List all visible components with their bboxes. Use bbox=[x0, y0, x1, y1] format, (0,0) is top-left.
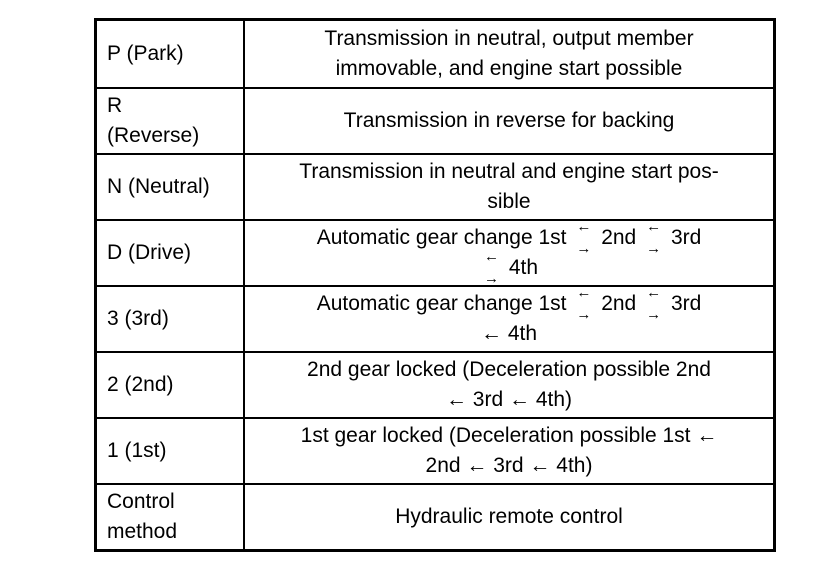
mode-cell: N (Neutral) bbox=[96, 154, 245, 220]
table-row bbox=[96, 352, 775, 418]
description-line: 2nd ← 3rd ← 4th) bbox=[425, 454, 593, 478]
description-prefix: Automatic gear change 1st bbox=[316, 225, 567, 249]
description-prefix: Automatic gear change 1st bbox=[316, 292, 567, 315]
gear-label: 4th bbox=[508, 255, 539, 279]
mode-cell: 3 (3rd) bbox=[96, 286, 245, 352]
bidirectional-shift-arrows-icon: ← → bbox=[576, 218, 592, 258]
description-line: immovable, and engine start possible bbox=[335, 56, 683, 80]
table-row bbox=[96, 220, 775, 286]
description-cell bbox=[244, 352, 775, 418]
table-row bbox=[96, 154, 775, 220]
table-row bbox=[96, 418, 775, 484]
mode-cell: P (Park) bbox=[96, 20, 245, 88]
table-row bbox=[96, 286, 775, 352]
table-row bbox=[96, 88, 775, 154]
mode-cell: D (Drive) bbox=[96, 220, 245, 286]
description-line: Transmission in neutral and engine start pos- bbox=[299, 159, 719, 183]
mode-line: Control bbox=[107, 490, 175, 514]
mode-cell: 1 (1st) bbox=[96, 418, 245, 484]
table-row bbox=[96, 484, 775, 550]
mode-cell: 2 (2nd) bbox=[96, 352, 245, 418]
mode-cell bbox=[96, 484, 245, 550]
gear-label: 2nd bbox=[601, 292, 637, 315]
mode-cell bbox=[96, 88, 245, 154]
mode-line: method bbox=[107, 520, 178, 544]
mode-line: R bbox=[107, 93, 123, 117]
bidirectional-shift-arrows-icon: ← → bbox=[483, 248, 499, 288]
gear-label: 3rd bbox=[670, 292, 702, 315]
description-cell: Transmission in reverse for backing bbox=[244, 88, 775, 154]
description-cell bbox=[244, 418, 775, 484]
description-cell bbox=[244, 220, 775, 286]
shift-positions-table bbox=[94, 18, 776, 552]
description-cell: Hydraulic remote control bbox=[244, 484, 775, 550]
bidirectional-shift-arrows-icon: ← → bbox=[646, 218, 662, 258]
description-line: Transmission in neutral, output member bbox=[324, 26, 694, 50]
description-line: 1st gear locked (Deceleration possible 1st ← bbox=[300, 424, 718, 448]
description-line: 2nd gear locked (Deceleration possible 2nd bbox=[307, 358, 711, 382]
bidirectional-shift-arrows-icon: ← → bbox=[576, 284, 592, 324]
description-cell bbox=[244, 154, 775, 220]
description-line: ← 3rd ← 4th) bbox=[445, 388, 573, 412]
bidirectional-shift-arrows-icon: ← → bbox=[646, 284, 662, 324]
table-row bbox=[96, 20, 775, 88]
gear-label: ← 4th bbox=[480, 322, 538, 345]
description-cell bbox=[244, 20, 775, 88]
gear-label: 3rd bbox=[670, 225, 702, 249]
description-line: sible bbox=[487, 189, 531, 213]
description-cell bbox=[244, 286, 775, 352]
shift-positions-table-wrap bbox=[94, 18, 776, 552]
gear-label: 2nd bbox=[601, 225, 637, 249]
mode-line: (Reverse) bbox=[107, 123, 200, 147]
